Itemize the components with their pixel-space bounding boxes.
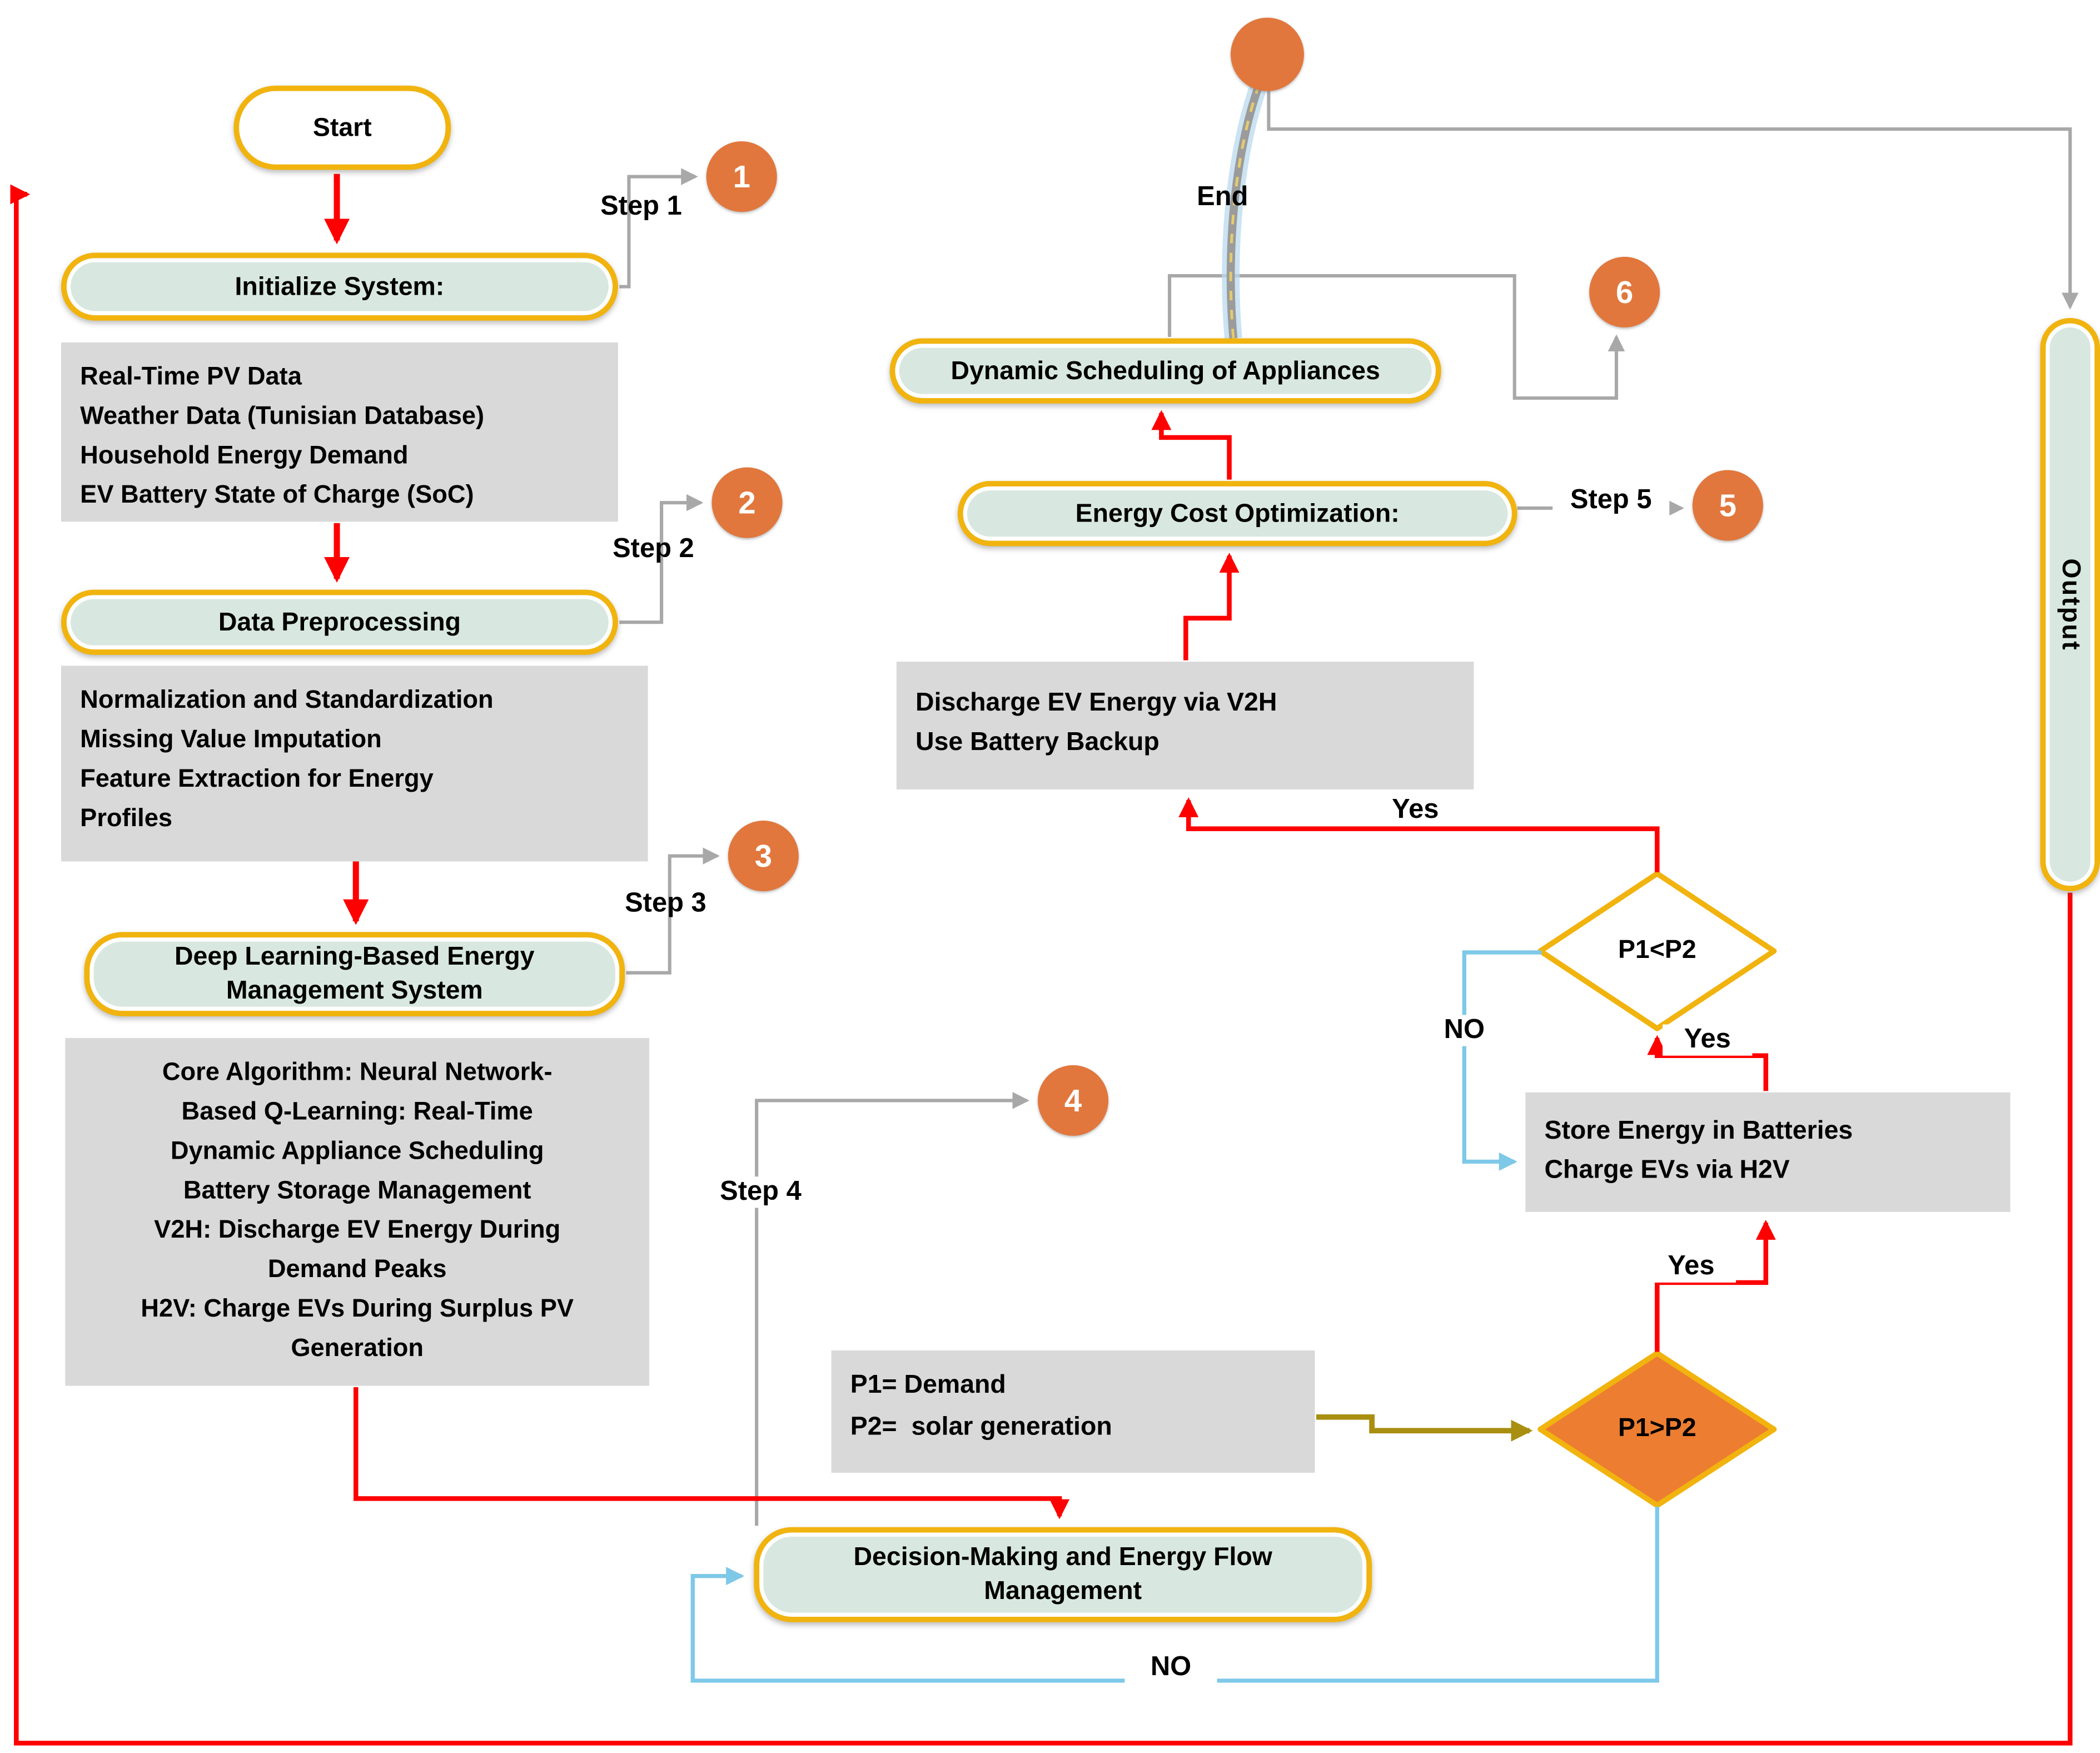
end-marker-circle <box>1231 18 1304 91</box>
step-circle-1 <box>706 141 777 212</box>
step-circle-6 <box>1589 257 1660 327</box>
step-2-number: 2 <box>738 484 756 520</box>
step-4-label: Step 4 <box>698 1176 823 1208</box>
end-label: End <box>1197 182 1248 212</box>
step-3-number: 3 <box>754 837 772 873</box>
step-4-number: 4 <box>1064 1082 1082 1118</box>
step-circle-5 <box>1693 470 1763 541</box>
step-5-number: 5 <box>1719 487 1737 523</box>
decision-line: Decision-Making and Energy Flow <box>853 1543 1272 1572</box>
edge-label-no-decision: NO <box>1124 1652 1217 1684</box>
node-output <box>2040 318 2100 891</box>
step-3-label: Step 3 <box>625 888 706 918</box>
node-preprocessing-label: Data Preprocessing <box>218 608 461 637</box>
core-line: Battery Storage Management <box>183 1175 531 1204</box>
edge-label-yes-store: Yes <box>1646 1252 1736 1283</box>
edge-pdef-to-p1gtp2 <box>1316 1417 1530 1431</box>
box-core-algorithm <box>65 1038 649 1386</box>
box-preprocessing-details <box>61 666 648 861</box>
edge-label-no-store: NO <box>1421 1015 1507 1046</box>
step-6-number: 6 <box>1616 274 1634 309</box>
arrow-p1gtp2-yes-store <box>1657 1223 1765 1352</box>
detail-line: Profiles <box>80 803 173 832</box>
core-line: V2H: Discharge EV Energy During <box>154 1214 561 1243</box>
step-circle-3 <box>728 821 799 891</box>
input-line: Real-Time PV Data <box>80 361 302 390</box>
core-line: Generation <box>291 1333 424 1362</box>
discharge-line: Discharge EV Energy via V2H <box>915 688 1277 718</box>
decision-line: Management <box>984 1577 1142 1606</box>
output-label: Output <box>2056 558 2084 651</box>
dl-line: Management System <box>226 977 483 1006</box>
dynamic-label: Dynamic Scheduling of Appliances <box>951 356 1380 385</box>
box-discharge-v2h <box>897 662 1474 789</box>
node-start <box>233 86 451 170</box>
detail-line: Normalization and Standardization <box>80 684 494 713</box>
store-line: Store Energy in Batteries <box>1544 1116 1853 1146</box>
box-p-definitions <box>832 1350 1315 1473</box>
edge-label-yes-discharge: Yes <box>1369 795 1461 826</box>
discharge-line: Use Battery Backup <box>915 728 1160 757</box>
core-line: Core Algorithm: Neural Network- <box>162 1057 553 1086</box>
box-store-energy <box>1525 1092 2010 1212</box>
step-1-number: 1 <box>733 158 750 194</box>
costopt-label: Energy Cost Optimization: <box>1075 499 1400 528</box>
step-5-label: Step 5 <box>1552 485 1669 516</box>
step-circle-4 <box>1038 1065 1108 1136</box>
pdef-line: P2= solar generation <box>850 1413 1112 1442</box>
node-deep-learning-system <box>84 932 625 1016</box>
step-1-label: Step 1 <box>600 191 682 222</box>
node-decision-making <box>754 1527 1372 1622</box>
store-line: Charge EVs via H2V <box>1544 1156 1790 1185</box>
p1-lt-p2-label: P1<P2 <box>1618 936 1696 965</box>
dl-line: Deep Learning-Based Energy <box>174 942 535 972</box>
edge-label-yes-p1ltp2: Yes <box>1663 1025 1752 1056</box>
input-line: EV Battery State of Charge (SoC) <box>80 479 474 508</box>
node-energy-cost-optimization <box>958 481 1517 546</box>
box-system-inputs <box>61 342 618 522</box>
core-line: Based Q-Learning: Real-Time <box>181 1096 533 1125</box>
p1-gt-p2-label: P1>P2 <box>1618 1414 1696 1443</box>
detail-line: Missing Value Imputation <box>80 724 382 753</box>
node-initialize-label: Initialize System: <box>235 272 445 301</box>
arrow-costopt-to-dynamic <box>1161 413 1229 480</box>
connector-end-to-output <box>1268 82 2070 307</box>
step-circle-2 <box>711 468 782 538</box>
input-line: Household Energy Demand <box>80 440 409 469</box>
node-dynamic-scheduling <box>890 338 1441 403</box>
arrow-discharge-to-costopt <box>1186 555 1229 660</box>
detail-line: Feature Extraction for Energy <box>80 763 434 792</box>
node-start-label: Start <box>312 113 372 142</box>
node-initialize-system <box>61 253 618 321</box>
pdef-line: P1= Demand <box>850 1370 1006 1400</box>
core-line: Dynamic Appliance Scheduling <box>170 1135 544 1165</box>
step-2-label: Step 2 <box>613 534 694 564</box>
core-line: Demand Peaks <box>267 1254 447 1283</box>
core-line: H2V: Charge EVs During Surplus PV <box>141 1293 574 1322</box>
input-line: Weather Data (Tunisian Database) <box>80 400 485 430</box>
node-data-preprocessing <box>61 590 618 655</box>
